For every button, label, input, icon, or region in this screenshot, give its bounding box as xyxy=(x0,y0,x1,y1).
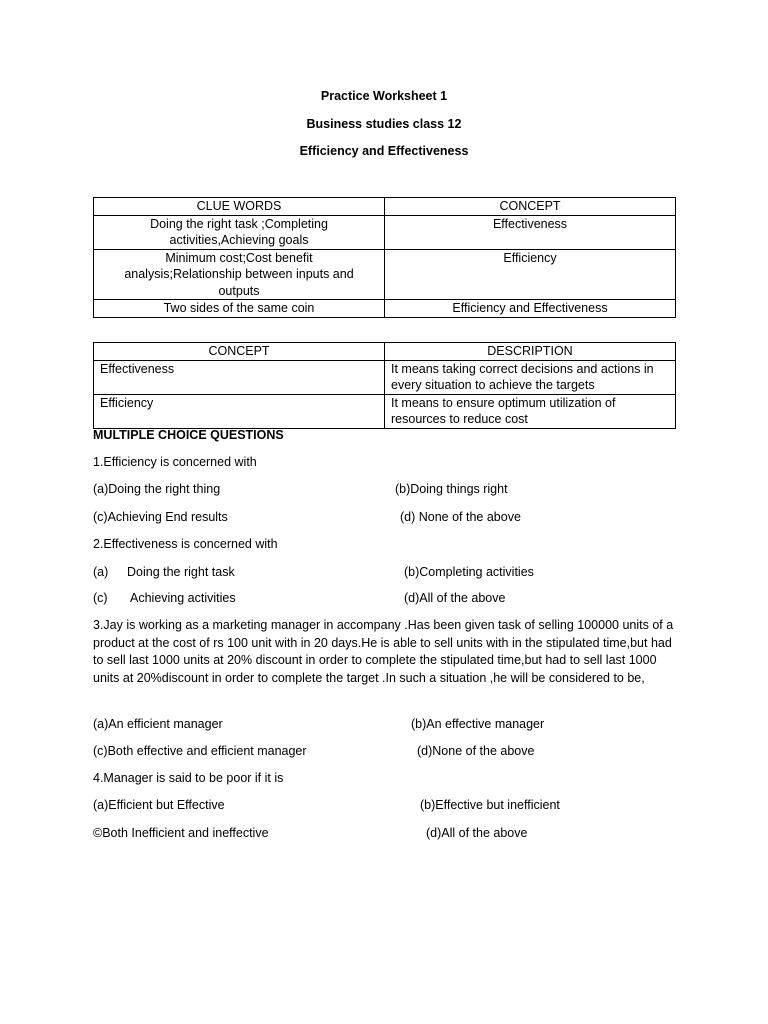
q4-option-d: (d)All of the above xyxy=(426,826,528,840)
worksheet-title: Practice Worksheet 1 xyxy=(320,89,448,103)
q1-option-c: (c)Achieving End results xyxy=(93,510,228,524)
table-cell: It means taking correct decisions and actions in every situation to achieve the targets xyxy=(385,360,676,394)
table-row xyxy=(94,215,676,249)
concept-description-table xyxy=(93,342,676,429)
table-cell: Effectiveness xyxy=(94,360,385,394)
q2-option-c-marker: (c) xyxy=(93,591,108,605)
q2-option-a: Doing the right task xyxy=(127,565,235,579)
q3-option-c: (c)Both effective and efficient manager xyxy=(93,744,307,758)
q2-option-b: (b)Completing activities xyxy=(404,565,534,579)
table-cell: Doing the right task ;Completing activities,Achieving goals xyxy=(94,215,385,249)
worksheet-subtitle: Business studies class 12 xyxy=(306,117,462,131)
table-row xyxy=(94,300,676,318)
column-header-description: DESCRIPTION xyxy=(385,343,676,361)
table-cell: Minimum cost;Cost benefit analysis;Relationship between inputs and outputs xyxy=(94,249,385,300)
table-row xyxy=(94,249,676,300)
q4-option-a: (a)Efficient but Effective xyxy=(93,798,225,812)
table-cell: Efficiency xyxy=(94,394,385,428)
clue-words-table xyxy=(93,197,676,318)
q3-option-a: (a)An efficient manager xyxy=(93,717,223,731)
q2-option-a-marker: (a) xyxy=(93,565,109,579)
q4-option-c: ©Both Inefficient and ineffective xyxy=(93,826,269,840)
table-cell: Effectiveness xyxy=(385,215,676,249)
q1-option-d: (d) None of the above xyxy=(400,510,521,524)
table-cell: Two sides of the same coin xyxy=(94,300,385,318)
table-row xyxy=(94,360,676,394)
column-header-clue-words: CLUE WORDS xyxy=(94,198,385,216)
table-header-row xyxy=(94,198,676,216)
q1-option-a: (a)Doing the right thing xyxy=(93,482,221,496)
q1-option-b: (b)Doing things right xyxy=(395,482,508,496)
mcq-heading: MULTIPLE CHOICE QUESTIONS xyxy=(93,428,284,442)
worksheet-topic: Efficiency and Effectiveness xyxy=(299,144,469,158)
q2-option-c: Achieving activities xyxy=(130,591,236,605)
table-cell: Efficiency xyxy=(385,249,676,300)
q3-option-d: (d)None of the above xyxy=(417,744,535,758)
table-header-row xyxy=(94,343,676,361)
column-header-concept: CONCEPT xyxy=(94,343,385,361)
question-4: 4.Manager is said to be poor if it is xyxy=(93,771,284,785)
q4-option-b: (b)Effective but inefficient xyxy=(420,798,560,812)
question-3: 3.Jay is working as a marketing manager in accompany .Has been given task of selling 100000 units of a product at the cost of rs 100 unit with in 20 days.He is able to sell units with in the stipulated time,but had to sell last 1000 units at 20% discount in order to complete the stipulated time,but had to sell last 1000 units at 20%discount in order to complete the target .In such a situation ,he will be considered to be, xyxy=(93,618,674,685)
table-cell: Efficiency and Effectiveness xyxy=(385,300,676,318)
q2-option-d: (d)All of the above xyxy=(404,591,506,605)
question-2: 2.Effectiveness is concerned with xyxy=(93,537,278,551)
column-header-concept: CONCEPT xyxy=(385,198,676,216)
q3-option-b: (b)An effective manager xyxy=(411,717,545,731)
question-1: 1.Efficiency is concerned with xyxy=(93,455,257,469)
table-cell: It means to ensure optimum utilization of resources to reduce cost xyxy=(385,394,676,428)
table-row xyxy=(94,394,676,428)
